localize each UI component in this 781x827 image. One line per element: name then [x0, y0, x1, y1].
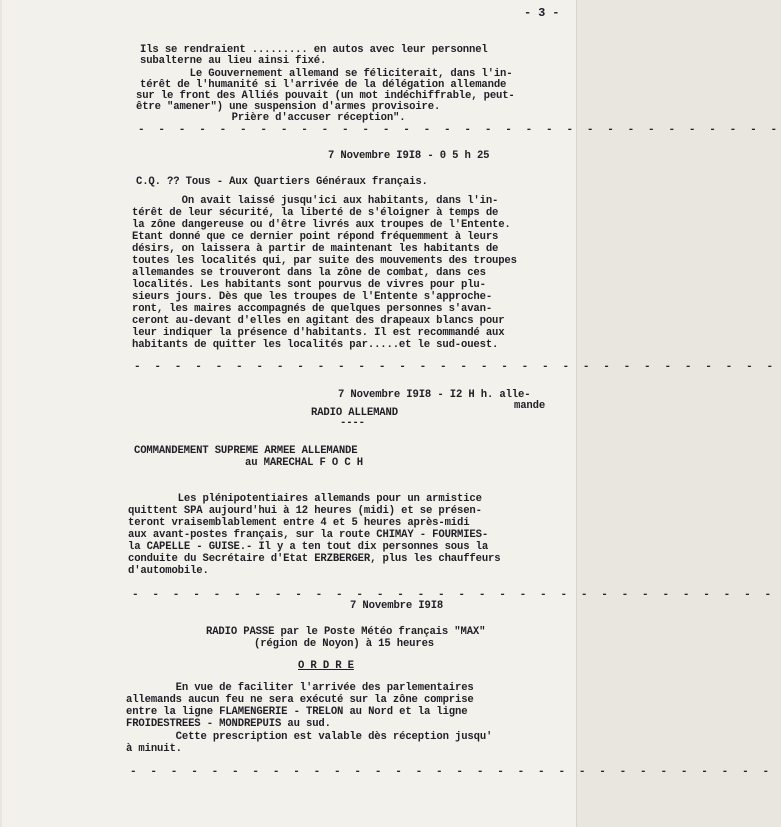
text-line: térêt de l'humanité si l'arrivée de la délégation allemande: [140, 79, 507, 91]
dashed-separator: - - - - - - - - - - - - - - - - - - - - - - - - - - - - - - - -: [132, 589, 775, 601]
addressee: au MARECHAL F O C H: [245, 457, 363, 469]
text-line: toutes les localités qui, par suite des mouvements des troupes: [132, 255, 517, 267]
text-line: FROIDESTREES - MONDREPUIS au sud.: [126, 718, 331, 730]
text-line: habitants de quitter les localités par.....et le sud-ouest.: [132, 339, 499, 351]
text-line: Les plénipotentiaires allemands pour un armistice: [128, 493, 482, 505]
text-line: Le Gouvernement allemand se féliciterait, dans l'in-: [140, 68, 513, 80]
message-header: C.Q. ?? Tous - Aux Quartiers Généraux français.: [136, 176, 428, 188]
text-line: la zône dangereuse ou d'être livrés aux troupes de l'Entente.: [132, 219, 511, 231]
radio-line: RADIO PASSE par le Poste Météo français "MAX": [206, 626, 486, 638]
text-line: subalterne au lieu ainsi fixé.: [140, 55, 327, 67]
source-dash: ----: [340, 417, 365, 429]
text-line: Cette prescription est valable dès réception jusqu': [126, 731, 493, 743]
text-line: allemands aucun feu ne sera exécuté sur la zône comprise: [126, 694, 474, 706]
text-line: conduite du Secrétaire d'Etat ERZBERGER, plus les chauffeurs: [128, 553, 501, 565]
text-line: sur le front des Alliés pouvait (un mot indéchiffrable, peut-: [136, 90, 515, 102]
text-line: entre la ligne FLAMENGERIE - TRELON au Nord et la ligne: [126, 706, 468, 718]
text-line: aux avant-postes français, sur la route CHIMAY - FOURMIES-: [128, 529, 489, 541]
addressee: COMMANDEMENT SUPREME ARMEE ALLEMANDE: [134, 445, 358, 457]
text-line: ront, les maires accompagnés de quelques personnes s'avan-: [132, 303, 493, 315]
text-line: Etant donné que ce dernier point répond fréquemment à leurs: [132, 231, 499, 243]
text-line: allemandes se trouveront dans la zône de combat, dans ces: [132, 267, 486, 279]
text-line: teront vraisemblablement entre 4 et 5 heures après-midi: [128, 517, 470, 529]
dashed-separator: - - - - - - - - - - - - - - - - - - - - - - - - - - - - - - - -: [134, 361, 777, 373]
page-number: - 3 -: [524, 6, 560, 20]
ordre-heading: O R D R E: [298, 660, 354, 672]
message-date: 7 Novembre I9I8: [350, 600, 444, 612]
message-date-continuation: mande: [514, 400, 546, 412]
message-date: 7 Novembre I9I8 - 0 5 h 25: [328, 150, 490, 162]
dashed-separator: - - - - - - - - - - - - - - - - - - - - - - - - - - - - - - - -: [130, 766, 773, 778]
text-line: leur indiquer la présence d'habitants. Il est recommandé aux: [132, 327, 505, 339]
message-date: 7 Novembre I9I8 - I2 H h. alle-: [338, 389, 531, 401]
text-line: Ils se rendraient ......... en autos avec leur personnel: [140, 44, 488, 56]
document-page: [2, 0, 781, 827]
text-line: En vue de faciliter l'arrivée des parlementaires: [126, 682, 474, 694]
text-line: localités. Les habitants sont pourvus de vivres pour plu-: [132, 279, 486, 291]
text-line: Prière d'accuser réception".: [182, 112, 406, 124]
text-line: être "amener") une suspension d'armes provisoire.: [136, 101, 441, 113]
text-line: sieurs jours. Dès que les troupes de l'Entente s'approche-: [132, 291, 493, 303]
text-line: ceront au-devant d'elles en agitant des drapeaux blancs pour: [132, 315, 505, 327]
dashed-separator: - - - - - - - - - - - - - - - - - - - - - - - - - - - - - - - -: [138, 124, 781, 136]
text-line: à minuit.: [126, 743, 182, 755]
text-line: quittent SPA aujourd'hui à 12 heures (midi) et se présen-: [128, 505, 482, 517]
text-line: d'automobile.: [128, 565, 209, 577]
radio-line: (région de Noyon) à 15 heures: [254, 638, 435, 650]
text-line: la CAPELLE - GUISE.- Il y a ten tout dix personnes sous la: [128, 541, 489, 553]
text-line: désirs, on laissera à partir de maintenant les habitants de: [132, 243, 499, 255]
message-source: RADIO ALLEMAND: [311, 407, 398, 419]
text-line: térêt de leur sécurité, la liberté de s'éloigner à temps de: [132, 207, 499, 219]
text-line: On avait laissé jusqu'ici aux habitants, dans l'in-: [132, 195, 499, 207]
